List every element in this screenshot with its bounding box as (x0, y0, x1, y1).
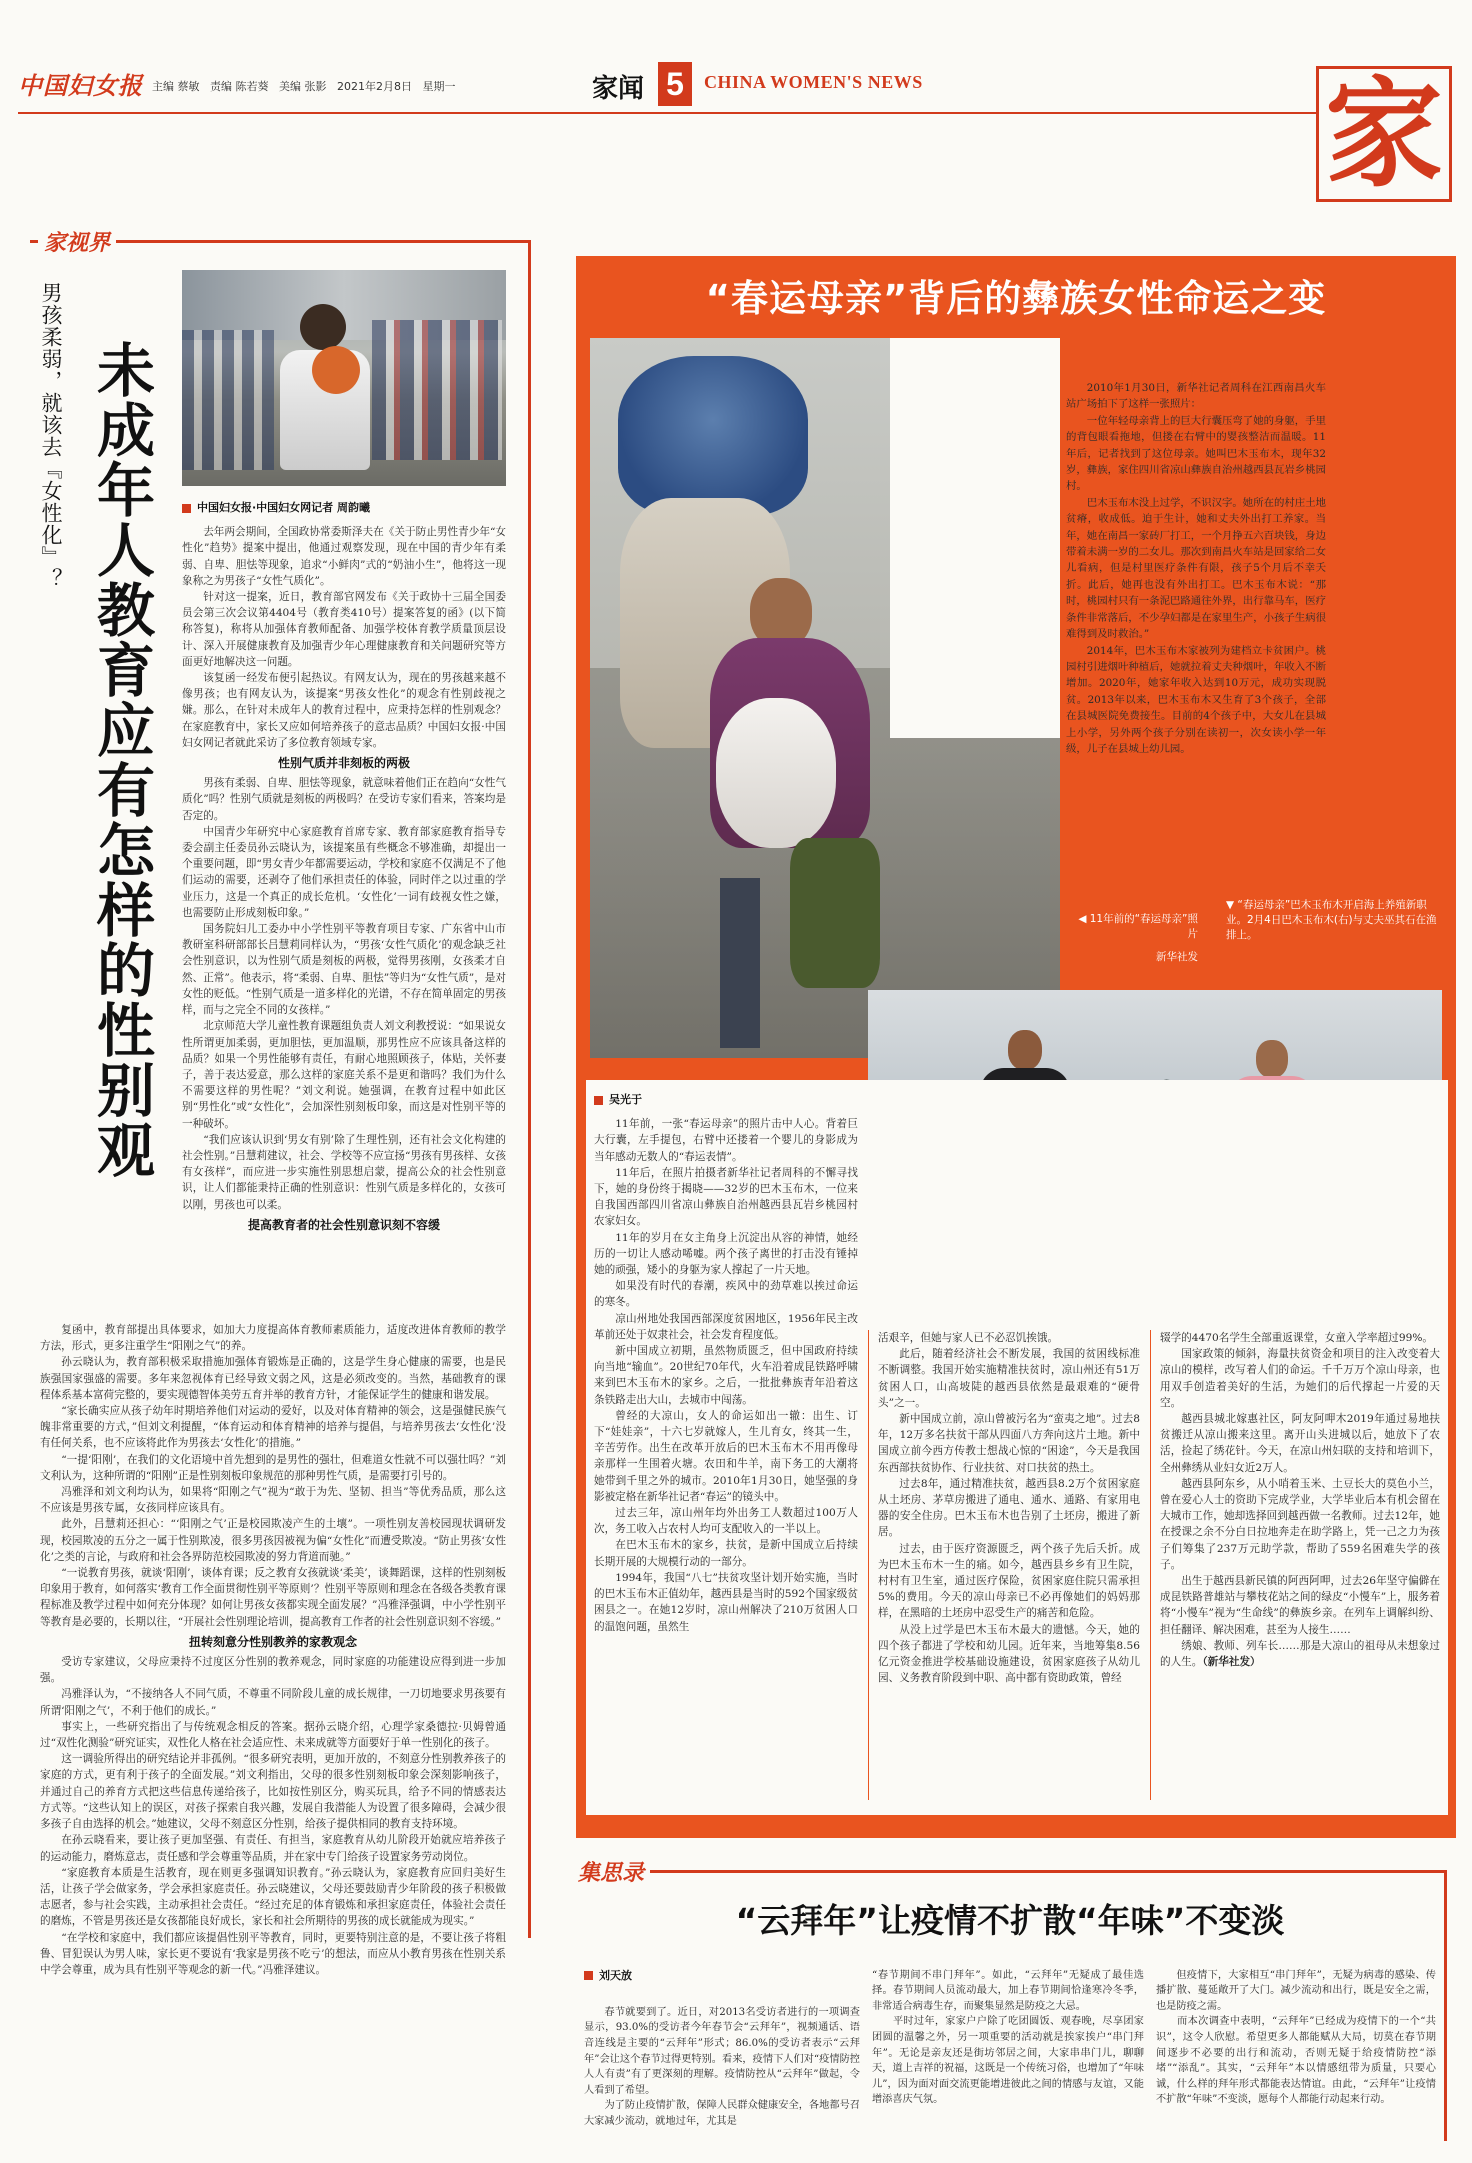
paragraph: 越西县阿东乡，从小哨着玉米、土豆长大的莫色小兰，曾在爱心人士的资助下完成学业，大学毕业后本有机会留在大城市工作，她却选择回到越西做一名教师。过去12年，她在授课之余不分白日拉地奔走在助学路上，凭一己之力为孩子们筹集了237万元助学款，帮助了559名困难失学的孩子。 (1160, 1477, 1440, 1571)
paragraph: 出生于越西县新民镇的阿西阿呷，过去26年坚守偏僻在成昆铁路普雄站与攀枝花站之间的绿皮“小慢车”上，服务着将“小慢车”视为“生命线”的彝族乡亲。在列车上调解纠纷、担任翻译、解决困难，甚至为人接生…… (1160, 1575, 1440, 1636)
section-heading: 提高教育者的社会性别意识刻不容缓 (247, 1217, 440, 1232)
feature-col-3 (1160, 1330, 1440, 1670)
feature-col-2 (878, 1330, 1140, 1686)
paragraph: “家长确实应从孩子幼年时期培养他们对运动的爱好，以及对体育精神的领会，这是强健民族气魄非常重要的方式，”但刘文利提醒，“体育运动和体育精神的培养与提倡，与培养男孩去‘女性化’没有任何关系，也不应该将此作为男孩去‘女性化’的措施。” (40, 1405, 506, 1450)
opinion-headline: “云拜年”让疫情不扩散“年味”不变淡 (735, 1901, 1285, 1940)
paragraph: 在巴木玉布木的家乡，扶贫，是新中国成立后持续长期开展的大规模行动的一部分。 (594, 1539, 858, 1568)
column-tag-opinion (572, 1856, 650, 1887)
paragraph: 该复函一经发布便引起热议。有网友认为，现在的男孩越来越不像男孩；也有网友认为，该提案“男孩女性化”的观念有性别歧视之嫌。那么，在针对未成年人的教育过程中，应秉持怎样的性别观念？在家庭教育中，家长又应如何培养孩子的意志品质？中国妇女报·中国妇女网记者就此采访了多位教育领域专家。 (182, 672, 506, 749)
paragraph: 冯雅泽认为，“不接纳各人不同气质，不尊重不同阶段儿童的成长规律，一刀切地要求男孩要有所谓‘阳刚之气’，不利于他们的成长。” (40, 1688, 506, 1717)
feature-byline-text: 吴光于 (609, 1093, 642, 1106)
left-byline (182, 500, 506, 516)
opinion-text: “春节期间不串门拜年”。如此，“云拜年”无疑成了最佳选择。春节期间人员流动最大，加上春节期间恰逢寒冷冬季，非常适合病毒生存，而聚集显然是防疫之大忌。 平时过年，家家户户除了吃团圆饭、观春晚，尽享团家团圆的温馨之外，另一项重要的活动就是挨家挨户“串门拜年”。无论是亲友还是街坊邻居之间，大家串串门儿，聊聊天，道上吉祥的祝福，这既是一个传统习俗，也增加了“年味儿”，因为面对面交流更能增进彼此之间的情感与友谊，又能增添喜庆气氛。 (872, 1969, 1144, 2106)
paragraph: 越西县城北嫁惠社区，阿友阿呷木2019年通过易地扶贫搬迁从凉山搬来这里。离开山头进城以后，她放下了农活，捡起了绣花针。今天，在凉山州妇联的支持和培训下，全州彝绣从业妇女近2万人。 (1160, 1413, 1440, 1474)
masthead (18, 62, 1464, 112)
opinion-col-1 (584, 1952, 860, 2145)
caption-credit: 新华社发 (1156, 951, 1198, 963)
paragraph: “一提‘阳刚’，在我们的文化语境中首先想到的是男性的强壮，但难道女性就不可以强壮吗？”刘文利认为，这种所谓的“阳刚”正是性别刻板印象规范的那种男性气质，是需要打引号的。 (40, 1453, 506, 1482)
column-divider (868, 1330, 869, 1800)
intro-paragraph: 2014年，巴木玉布木家被列为建档立卡贫困户。桃园村引进烟叶种植后，她就拉着丈夫种烟叶，年收入不断增加。2020年，她家年收入达到10万元，成功实现脱贫。2013年以来，巴木玉布木又生育了3个孩子，全部在县城医院免费接生。目前的4个孩子中，大女儿在县城上小学，另外两个孩子分别在读初一，次女读小学一年级，儿子在县城上幼儿园。 (1066, 644, 1326, 755)
paragraph: 新中国成立初期，虽然物质匮乏，但中国政府持续向当地“输血”。20世纪70年代，火车沿着成昆铁路呼啸来到巴木玉布木的家乡。之后，一批批彝族青年沿着这条铁路走出大山，去城市中闯荡。 (594, 1345, 858, 1406)
paragraph: 在孙云晓看来，要让孩子更加坚强、有责任、有担当，家庭教育从幼儿阶段开始就应培养孩子的运动能力，磨炼意志，责任感和学会尊重等品质，并在家中专门给孩子设置家务劳动岗位。 (40, 1834, 506, 1863)
caption-old-photo (1068, 912, 1198, 965)
opinion-byline-text: 刘天放 (599, 1968, 632, 1982)
paragraph: 凉山州地处我国西部深度贫困地区，1956年民主改革前还处于奴隶社会，社会发育程度低。 (594, 1312, 858, 1341)
paragraph (1160, 1638, 1440, 1670)
section-heading: 扭转刻意分性别教养的家教观念 (188, 1634, 357, 1649)
paragraph: 事实上，一些研究指出了与传统观念相反的答案。据孙云晓介绍，心理学家桑德拉·贝姆曾通过“双性化测验”研究证实，双性化人格在社会适应性、未来成就等方面要好于单一性别化的孩子。 (40, 1720, 506, 1750)
english-title: CHINA WOMEN'S NEWS (704, 72, 923, 92)
paragraph: 此外，吕慧莉还担心：“‘阳刚之气’正是校园欺凌产生的土壤”。一项性别友善校园现状调研发现，校园欺凌的五分之一属于性别欺凌，很多男孩因被视为偏“女性化”而遭受欺凌。“防止男孩‘女性化’之类的言论，与政府和社会各界防范校园欺凌的努力背道而驰。” (40, 1518, 506, 1563)
big-char: 家 (1324, 64, 1443, 203)
opinion-text: 但疫情下，大家相互“串门拜年”，无疑为病毒的感染、传播扩散、蔓延敞开了大门。减少流动和出行，既是安全之需，也是防疫之需。 而本次调查中表明，“云拜年”已经成为疫情下的一个“共识”，这令人欣慰。希望更多人都能赋从大局，切莫在春节期间逐步不必要的出行和流动，否则无疑于给疫情防控“添堵”“添乱”。其实，“云拜年”本以情感纽带为质量，只要心诚，什么样的拜年形式都能表达情谊。由此，“云拜年”让疫情不扩散“年味”不变淡，愿每个人都能行动起来行动。 (1156, 1969, 1436, 2106)
paragraph: “一说教育男孩，就谈‘阳刚’，谈体育课；反之教育女孩就谈‘柔美’，谈舞蹈课，这样的性别刻板印象用于教育，如何落实‘教育工作全面贯彻性别平等原则’？性别平等原则和理念在各级各类教育课程标准及教学过程中如何充分体现？如何让男孩女孩都实现全面发展？”冯雅泽强调，中小学性别平等教育是必要的，长期以往，“开展社会性别理论培训，提高教育工作者的社会性别意识刻不容缓。” (40, 1567, 506, 1628)
byline-marker (594, 1096, 603, 1105)
intro-paragraph: 巴木玉布木没上过学，不识汉字。她所在的村庄土地贫瘠，收成低。迫于生计，她和丈夫外出打工养家。当年，她在南昌一家砖厂打工，一个月挣五六百块钱，身边带着未满一岁的二女儿。那次到南昌火车站是回家给二女儿看病，但是村里医疗条件有限，孩子5个月后不幸夭折。此后，她再也没有外出打工。巴木玉布木说：“那时，桃园村只有一条泥巴路通往外界，出行靠马车，医疗条件非常落后，不少孕妇都是在家里生产，小孩子生病很难得到及时救治。” (1066, 496, 1326, 641)
opinion-col-2 (872, 1952, 1144, 2124)
left-article-body-bottom (40, 1322, 506, 1978)
column-divider (1150, 1330, 1151, 1800)
left-article-body-top (182, 500, 506, 1237)
section-name: 家闻 (592, 74, 645, 104)
intro-paragraph: 2010年1月30日，新华社记者周科在江西南昌火车站广场拍下了这样一张照片： (1066, 382, 1326, 411)
opinion-byline (584, 1968, 860, 1984)
paragraph: 孙云晓认为，教育部积极采取措施加强体育锻炼是正确的，这是学生身心健康的需要，也是民族强国家强盛的需要。多年来忽视体育已经导致文弱之风，这是必须改变的。当然，基础教育的课程体系基本富荷完整的，要实现德智体美劳五育并举的教育方针，才能保证学生的健康和谐发展。 (40, 1356, 506, 1401)
paragraph: 活艰辛，但她与家人已不必忍饥挨饿。 (878, 1332, 1059, 1344)
newspaper-logo: 中国妇女报 (18, 71, 143, 100)
column-tag-home-view (38, 226, 116, 257)
caption-new-photo: ▼ “春运母亲”巴木玉布木开启海上养殖新职业。2月4日巴木玉布木(右)与丈夫巫其石在渔排上。 (1226, 899, 1437, 941)
paragraph: 受访专家建议，父母应秉持不过度区分性别的教养观念，同时家庭的功能建设应得到进一步加强。 (40, 1656, 506, 1685)
paragraph: “家庭教育本质是生活教育，现在则更多强调知识教育。”孙云晓认为，家庭教育应回归美好生活，让孩子学会做家务，学会承担家庭责任。孙云晓建议，父母还要鼓励青少年阶段的孩子积极做志愿者，参与社会实践，主动承担社会责任。“经过充足的体育锻炼和承担家庭责任，体验社会责任的磨炼，不管是男孩还是女孩都能良好成长，家长和社会所期待的男孩的成长就能成为现实。” (40, 1866, 506, 1928)
paragraph: 过去8年，通过精准扶贫，越西县8.2万个贫困家庭从土坯房、茅草房搬进了通电、通水、通路、有家用电器的安全住房。巴木玉布木也告别了土坯房，搬进了新居。 (878, 1477, 1140, 1539)
paragraph: “我们应该认识到‘男女有别’除了生理性别，还有社会文化构建的社会性别。”吕慧莉建议，社会、学校等不应宣扬“男孩有男孩样、女孩有女孩样”，而应进一步实施性别思想启蒙，提高公众的社会性别意识，让人们都能秉持正确的性别意识：性别气质是多样化的，女孩可以刚，男孩也可以柔。 (182, 1133, 506, 1211)
byline-marker (584, 1971, 593, 1980)
students-running-photo (182, 270, 506, 486)
left-subtitle: 男孩柔弱，就该去『女性化』？ (39, 282, 63, 590)
paragraph: 过去三年，凉山州年均外出务工人数超过100万人次，务工收入占农村人均可支配收入的一半以上。 (594, 1507, 858, 1536)
intro-paragraph: 一位年轻母亲背上的巨大行囊压弯了她的身躯，手里的背包眼看拖地，但搂在右臂中的婴孩整洁而温暖。11年后，记者找到了这位母亲。她叫巴木玉布木，现年32岁，彝族，家住四川省凉山彝族自治州越西县瓦岩乡桃园村。 (1066, 414, 1326, 493)
paragraph: 辍学的4470名学生全部重返课堂，女童入学率超过99%。 (1160, 1332, 1433, 1344)
feature-headline: “春运母亲”背后的彝族女性命运之变 (705, 277, 1327, 320)
caption-text: ◀ 11年前的“春运母亲”照片 (1078, 913, 1198, 940)
paragraph: 11年后，在照片拍摄者新华社记者周科的不懈寻找下，她的身份终于揭晓——32岁的巴木玉布木，一位来自我国西部四川省凉山彝族自治州越西县瓦岩乡桃园村农家妇女。 (594, 1166, 858, 1228)
big-char-box (1316, 66, 1452, 202)
left-headline: 未成年人教育应有怎样的性别观 (87, 340, 155, 1180)
paragraph: 复函中，教育部提出具体要求，如加大力度提高体育教师素质能力，适度改进体育教师的教学方法，形式，更多注重学生“阳刚之气”的养。 (40, 1324, 506, 1353)
paragraph: 这一调验所得出的研究结论并非孤例。“很多研究表明，更加开放的，不刻意分性别教养孩子的家庭的方式，更有利于孩子的全面发展。”刘文利指出，父母的很多性别刻板印象会深刻影响孩子，并通过自己的养育方式把这些信息传递给孩子，比如按性别区分，购买玩具，给予不同的情感表达方式等。“这些认知上的误区，对孩子探索自我兴趣，发展自我潜能人为设置了很多障碍，会减少很多孩子自由选择的机会。”她建议，父母不刻意区分性别，给孩子提供相同的教育支持环境。 (40, 1753, 506, 1831)
paragraph: 过去，由于医疗资源匮乏，两个孩子先后夭折。成为巴木玉布木一生的痛。如今，越西县乡乡有卫生院，村村有卫生室，通过医疗保险，贫困家庭住院只需承担5%的费用。今天的凉山母亲已不必再像她们的妈妈那样，在黑暗的土坯房中忍受生产的痛苦和危险。 (878, 1542, 1140, 1620)
masthead-rule (18, 112, 1318, 114)
paragraph: 新中国成立前，凉山曾被污名为“蛮夷之地”。过去8年，12万多名扶贫干部从四面八方奔向这片土地。新中国成立前今西方传教士想战心惊的“困途”，今天是我国东西部扶贫协作、行业扶贫、对口扶贫的热土。 (878, 1413, 1140, 1474)
paragraph: 去年两会期间，全国政协常委斯泽夫在《关于防止男性青少年“女性化”趋势》提案中提出，他通过观察发现，现在中国的青少年有柔弱、自卑、胆怯等现象，追求“小鲜肉”式的“奶油小生”，他将这一现象称之为男孩子“女性气质化”。 (182, 526, 506, 587)
paragraph: 11年前，一张“春运母亲”的照片击中人心。背着巨大行囊，左手提包，右臂中还搂着一个婴儿的身影成为当年感动无数人的“春运表情”。 (594, 1118, 858, 1163)
feature-intro (1066, 380, 1326, 757)
paragraph: 冯雅泽和刘文利均认为，如果将“阳刚之气”视为“敢于为先、坚韧、担当”等优秀品质，那么这不应该是男孩专属，女孩同样应该具有。 (40, 1486, 506, 1515)
source-credit: （新华社发） (1202, 1656, 1261, 1669)
left-byline-text: 中国妇女报·中国妇女网记者 周韵曦 (197, 501, 371, 514)
paragraph: 曾经的大凉山，女人的命运如出一辙：出生、订下“娃娃亲”，十六七岁就嫁人，生儿育女，终其一生，辛苦劳作。出生在改革开放后的巴木玉布木不用再像母亲那样一生围着火塘。农田和牛羊，南下务工的大潮将她带到千里之外的城市。2010年1月30日，她坚强的身影被定格在新华社记者“春运”的镜头中。 (594, 1409, 858, 1503)
section-heading: 性别气质并非刻板的两极 (277, 756, 410, 771)
paragraph: 国务院妇儿工委办中小学性别平等教育项目专家、广东省中山市教研室科研部部长吕慧莉同样认为，“男孩‘女性气质化’的观念缺乏社会性别意识，以为性别气质是刻板的两极，觉得男孩刚，女孩柔才自然、正常”。他表示，将“柔弱、自卑、胆怯”等归为“女性气质”，是对女性的贬低。“性别气质是一道多样化的光谱，不存在简单固定的男孩样，而与之完全不同的女孩样。” (182, 923, 506, 1017)
column-tag-text: 家视界 (44, 230, 111, 256)
paragraph: 从没上过学是巴木玉布木最大的遗憾。今天，她的四个孩子都进了学校和幼儿园。近年来，当地筹集8.56亿元资金推进学校基础设施建设，贫困家庭孩子从幼儿园、义务教育阶段到中职、高中都有资助政策，曾经 (878, 1623, 1140, 1685)
column-tag-text: 集思录 (578, 1860, 645, 1886)
opinion-text: 春节就要到了。近日，对2013名受访者进行的一项调查显示，93.0%的受访者今年春节会“云拜年”，视频通话、语音连线是主要的“云拜年”形式；86.0%的受访者表示“云拜年”会让这个春节过得更特别。看来，疫情下人们对“疫情防控人人有责”有了更深刻的理解。疫情防控从“云拜年”做起，令人看到了希望。 为了防止疫情扩散，保障人民群众健康安全，各地都号召大家减少流动，就地过年，尤其是 (584, 2006, 860, 2127)
paragraph: 北京师范大学儿童性教育课题组负责人刘文利教授说：“如果说女性所谓更加柔弱，更加胆怯，更加温顺，那男性应不应该具备这样的品质？如果一个男性能够有责任，有耐心地照顾孩子，体贴，关怀妻子，善于表达爱意，那么这样的家庭关系不是更和谐吗？我们为什么不需要这样的男性呢？”刘文利说。她强调，在教育过程中如此区别“男性化”或“女性化”，会加深性别刻板印象，而这是对性别平等的一种破坏。 (182, 1020, 506, 1130)
byline-marker (182, 504, 191, 513)
editor-line: 主编 蔡敏 责编 陈若葵 美编 张影 2021年2月8日 星期一 (152, 80, 456, 93)
opinion-col-3 (1156, 1952, 1436, 2124)
paragraph: 如果没有时代的春潮，疾风中的劲草难以挨过命运的寒冬。 (594, 1280, 858, 1309)
spring-festival-mother-photo (590, 338, 1060, 1058)
paragraph: 此后，随着经济社会不断发展，我国的贫困线标准不断调整。我国开始实施精准扶贫时，凉山州还有51万贫困人口，山高坡陡的越西县依然是最艰难的“硬骨头”之一。 (878, 1348, 1140, 1409)
page-number: 5 (658, 62, 692, 106)
paragraph: 男孩有柔弱、自卑、胆怯等现象，就意味着他们正在趋向“女性气质化”吗？性别气质就是刻板的两极吗？在受访专家们看来，答案均是否定的。 (182, 777, 506, 822)
paragraph: 针对这一提案，近日，教育部官网发布《关于政协十三届全国委员会第三次会议第4404号（教育类410号）提案答复的函》(以下简称答复)，称将从加强体育教师配备、加强学校体育教学质量顶层设计、深入开展健康教育及加强青少年心理健康教育和关问题研究等方面更好地解决这一问题。 (182, 591, 506, 668)
feature-byline (594, 1092, 858, 1108)
paragraph: 中国青少年研究中心家庭教育首席专家、教育部家庭教育指导专委会副主任委员孙云晓认为，该提案虽有些概念不够准确，却提出一个重要问题，即“男女青少年都需要运动，学校和家庭不仅满足不了他们运动的需要，还剥夺了他们承担责任的体验，同时伴之以过重的学业压力，这是一个真正的成长危机。‘女性化’一词有歧视女性之嫌，也需要防止形成刻板印象。” (182, 825, 506, 919)
paragraph: 1994年，我国“八七”扶贫攻坚计划开始实施，当时的巴木玉布木正值幼年，越西县是当时的592个国家级贫困县之一。在她12岁时，凉山州解决了210万贫困人口的温饱问题，虽然生 (594, 1571, 858, 1633)
paragraph: 11年的岁月在女主角身上沉淀出从容的神情，她经历的一切让人感动唏嘘。两个孩子离世的打击没有锤掉她的顽强，矮小的身躯为家人撑起了一片天地。 (594, 1231, 858, 1277)
feature-col-1 (594, 1092, 858, 1635)
paragraph: 国家政策的倾斜，海量扶贫资金和项目的注入改变着大凉山的模样，改写着人们的命运。千千万万个凉山母亲，也用双手创造着美好的生活，为她们的后代撑起一片爱的天空。 (1160, 1348, 1440, 1409)
paragraph-text: 绣娘、教师、列车长……那是大凉山的祖母从未想象过的人生。 (1160, 1639, 1440, 1669)
paragraph: “在学校和家庭中，我们都应该提倡性别平等教育，同时，更要特别注意的是，不要让孩子将粗鲁、冒犯误认为男人味，家长更不要说有‘我家是男孩不吃亏’的想法，而应从小教育男孩在性别关系中学会尊重，成为具有性别平等观念的新一代。”冯雅泽建议。 (40, 1931, 506, 1976)
